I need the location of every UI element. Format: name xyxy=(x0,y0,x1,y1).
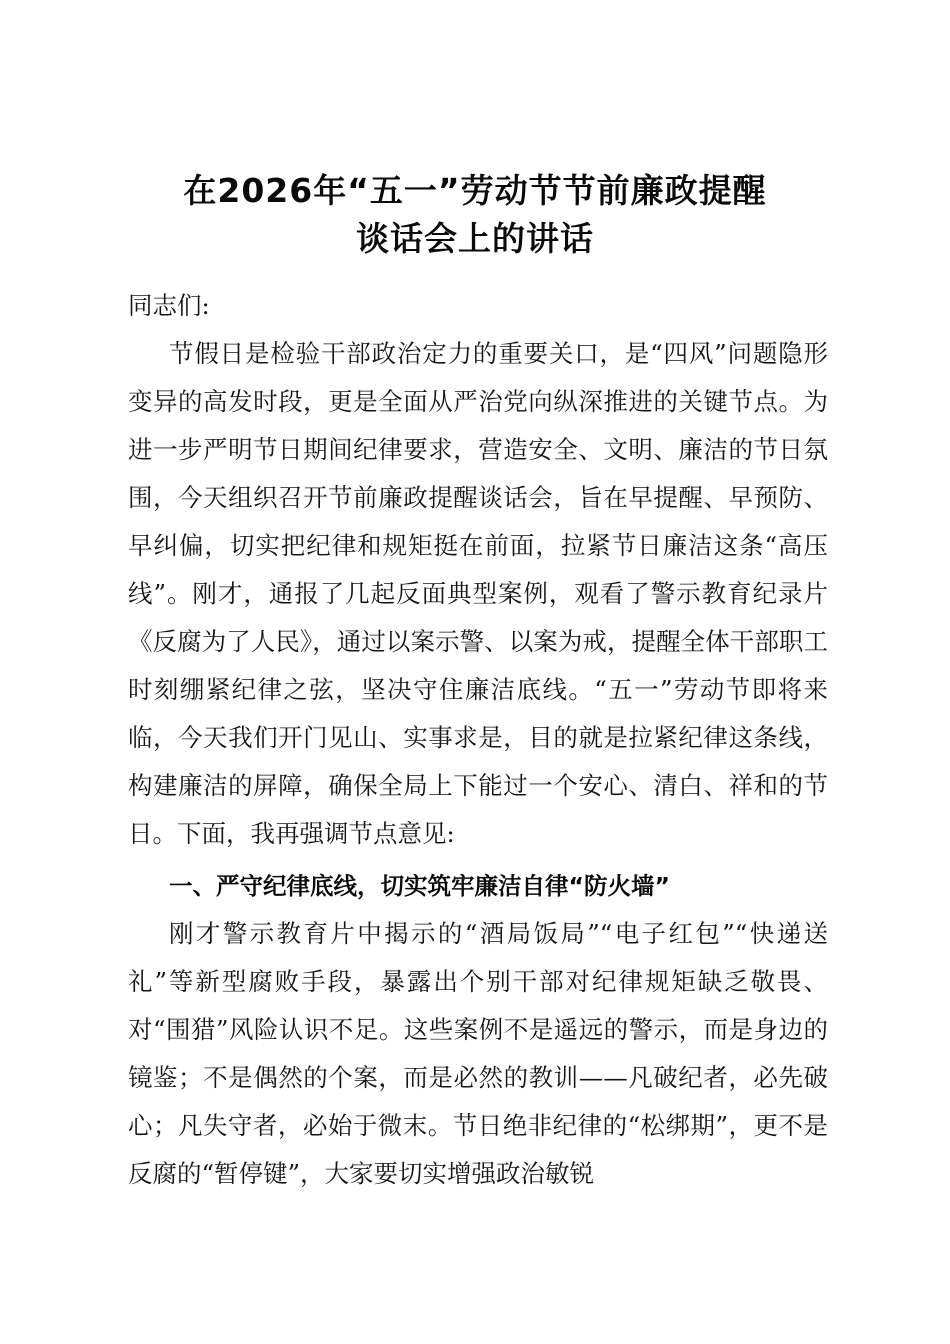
salutation: 同志们: xyxy=(128,291,210,320)
document-title-line-2: 谈话会上的讲话 xyxy=(356,219,594,258)
document-title-line-1: 在2026年“五一”劳动节节前廉政提醒 xyxy=(183,171,767,210)
section-heading-1: 一、严守纪律底线，切实筑牢廉洁自律“防火墙” xyxy=(169,872,670,900)
paragraph-2: 刚才警示教育片中揭示的“酒局饭局”“电子红包”“快递送礼”等新型腐败手段，暴露出个别干部对纪律规矩缺乏敬畏、对“围猎”风险认识不足。这些案例不是遥远的警示，而是身边的镜鉴；不是偶然的个案，而是必然的教训——凡破纪者，必先破心；凡失守者，必始于微末。节日绝非纪律的“松绑期”，更不是反腐的“暂停键”，大家要切实增强政治敏锐 xyxy=(128,919,828,1188)
paragraph-1: 节假日是检验干部政治定力的重要关口，是“四风”问题隐形变异的高发时段，更是全面从严治党向纵深推进的关键节点。为进一步严明节日期间纪律要求，营造安全、文明、廉洁的节日氛围，今天组织召开节前廉政提醒谈话会，旨在早提醒、早预防、早纠偏，切实把纪律和规矩挺在前面，拉紧节日廉洁这条“高压线”。刚才，通报了几起反面典型案例，观看了警示教育纪录片《反腐为了人民》，通过以案示警、以案为戒，提醒全体干部职工时刻绷紧纪律之弦，坚决守住廉洁底线。“五一”劳动节即将来临，今天我们开门见山、实事求是，目的就是拉紧纪律这条线，构建廉洁的屏障，确保全局上下能过一个安心、清白、祥和的节日。下面，我再强调节点意见: xyxy=(128,339,828,848)
